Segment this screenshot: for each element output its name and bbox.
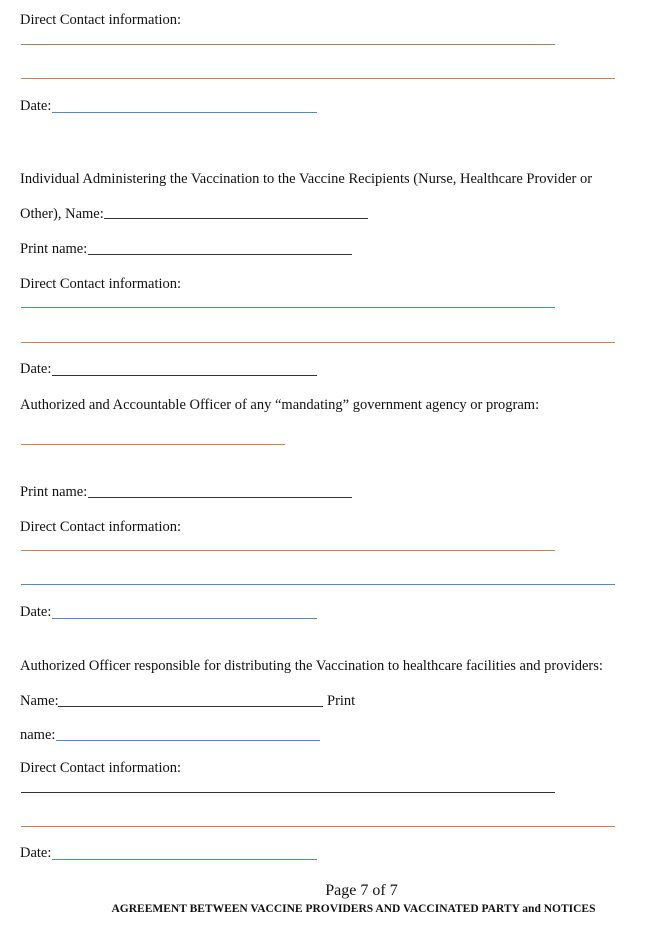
contact-label: Direct Contact information: bbox=[20, 12, 182, 28]
contact-line bbox=[21, 307, 555, 308]
contact-label: Direct Contact information: bbox=[20, 519, 182, 535]
signature-line bbox=[21, 444, 285, 445]
section-heading: Authorized and Accountable Officer of any “mandating” government agency or program: bbox=[20, 397, 540, 413]
footer-title: AGREEMENT BETWEEN VACCINE PROVIDERS AND VACCINATED PARTY and NOTICES bbox=[111, 903, 596, 915]
date-label: Date: bbox=[20, 604, 52, 620]
print-name-label: Print name: bbox=[20, 484, 88, 500]
contact-line bbox=[21, 792, 555, 793]
print-name-line bbox=[88, 254, 352, 255]
contact-line bbox=[21, 826, 615, 827]
date-label: Date: bbox=[20, 98, 52, 114]
contact-label: Direct Contact information: bbox=[20, 276, 182, 292]
contact-line bbox=[21, 584, 615, 585]
section-heading: Authorized Officer responsible for distributing the Vaccination to healthcare facilities and providers: bbox=[20, 658, 603, 674]
print-name-label: name: bbox=[20, 727, 56, 743]
name-label: Name: bbox=[20, 693, 59, 709]
contact-line bbox=[21, 44, 555, 45]
date-line bbox=[52, 375, 317, 376]
date-line bbox=[52, 112, 317, 113]
date-label: Date: bbox=[20, 845, 52, 861]
page-number: Page 7 of 7 bbox=[325, 882, 398, 899]
name-label: Other), Name: bbox=[20, 206, 104, 222]
date-label: Date: bbox=[20, 361, 52, 377]
contact-line bbox=[21, 78, 615, 79]
print-name-line bbox=[88, 497, 352, 498]
date-line bbox=[52, 859, 317, 860]
print-name-label: Print name: bbox=[20, 241, 88, 257]
section-heading: Individual Administering the Vaccination to the Vaccine Recipients (Nurse, Healthcare Provider or bbox=[20, 171, 593, 187]
date-line bbox=[52, 618, 317, 619]
contact-line bbox=[21, 342, 615, 343]
name-line bbox=[58, 706, 323, 707]
print-name-line bbox=[56, 740, 320, 741]
contact-label: Direct Contact information: bbox=[20, 760, 182, 776]
name-line bbox=[104, 218, 368, 219]
print-label: Print bbox=[327, 693, 356, 709]
contact-line bbox=[21, 550, 555, 551]
